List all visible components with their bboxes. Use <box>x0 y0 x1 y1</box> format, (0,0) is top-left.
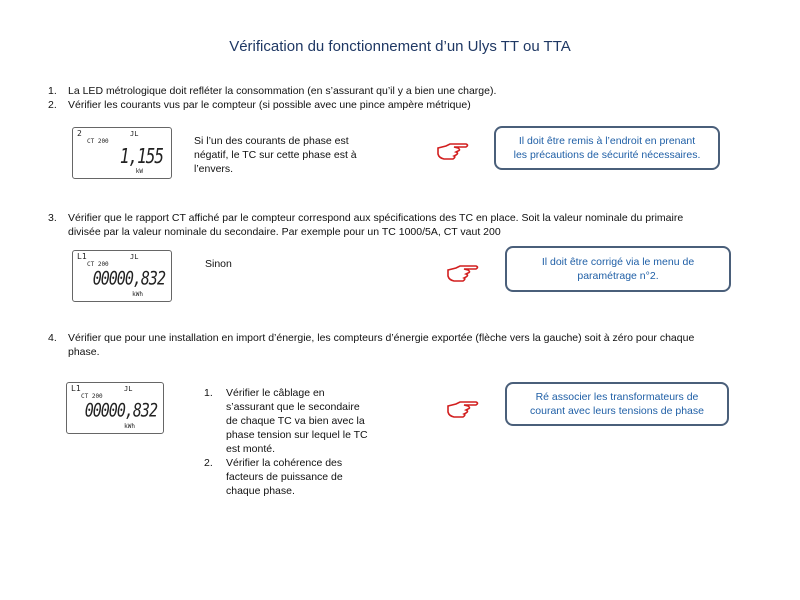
section2-desc-line1: Si l’un des courants de phase est <box>194 135 349 147</box>
item-2-number: 2. <box>48 99 57 111</box>
pulse-icon: JL <box>124 385 133 393</box>
item-3-text-line2: divisée par la valeur nominale du secondaire. Par exemple pour un TC 1000/5A, CT vaut 200 <box>68 226 501 238</box>
step-2-number: 2. <box>204 457 213 469</box>
step-2-line: chaque phase. <box>226 485 295 497</box>
ct-ratio-label: CT 200 <box>87 138 109 145</box>
section2-desc-line3: l’envers. <box>194 163 234 175</box>
item-2-text: Vérifier les courants vus par le compteur (si possible avec une pince ampère métrique) <box>68 99 471 111</box>
step-1 <box>204 386 404 456</box>
meter-display-kwh <box>72 250 172 302</box>
section2-desc-line2: négatif, le TC sur cette phase est à <box>194 149 357 161</box>
item-1 <box>48 84 496 98</box>
item-3 <box>48 211 768 239</box>
section4-steps <box>204 386 404 498</box>
pulse-icon: JL <box>130 253 139 261</box>
page-title: Vérification du fonctionnement d’un Ulys TT ou TTA <box>229 38 571 55</box>
meter-value: 1,155 <box>119 144 163 168</box>
action-box-line2: paramétrage n°2. <box>577 270 659 282</box>
step-1-line: s’assurant que le secondaire <box>226 401 360 413</box>
meter-value: 00000,832 <box>92 267 165 290</box>
meter-display-export-kwh <box>66 382 164 434</box>
phase-label: L1 <box>71 384 81 393</box>
item-1-text: La LED métrologique doit refléter la consommation (en s’assurant qu’il y a bien une charge). <box>68 85 497 97</box>
item-4-text-line1: Vérifier que pour une installation en import d’énergie, les compteurs d’énergie exportée (flèche vers la gauche) soit à zéro pour chaque <box>68 332 695 344</box>
phase-label: L1 <box>77 252 87 261</box>
ct-ratio-label: CT 200 <box>87 261 109 268</box>
meter-display-kw <box>72 127 172 179</box>
pointing-hand-icon <box>436 140 470 162</box>
item-4-number: 4. <box>48 332 57 344</box>
action-box-reverse-ct <box>494 126 720 170</box>
step-1-line: de chaque TC va bien avec la <box>226 415 365 427</box>
step-1-line: Vérifier le câblage en <box>226 387 325 399</box>
item-4-text-line2: phase. <box>68 346 100 358</box>
step-2 <box>204 456 404 498</box>
item-4 <box>48 331 768 359</box>
rotation-phase-indicator: 2 <box>77 129 82 138</box>
action-box-line1: Il doit être corrigé via le menu de <box>541 256 695 268</box>
pointing-hand-icon <box>446 262 480 284</box>
meter-unit: kW <box>135 168 143 175</box>
meter-unit: kWh <box>124 423 135 430</box>
step-2-line: facteurs de puissance de <box>226 471 343 483</box>
item-1-number: 1. <box>48 85 57 97</box>
step-1-line: est monté. <box>226 443 276 455</box>
meter-unit: kWh <box>132 291 143 298</box>
step-1-number: 1. <box>204 387 213 399</box>
pulse-icon: JL <box>130 130 139 138</box>
item-3-text-line1: Vérifier que le rapport CT affiché par le compteur correspond aux spécifications des TC en place. Soit la valeur nominale du primaire <box>68 212 684 224</box>
action-box-line1: Ré associer les transformateurs de <box>535 391 699 403</box>
step-1-line: phase tension sur lequel le TC <box>226 429 368 441</box>
meter-value: 00000,832 <box>84 399 157 422</box>
action-box-reassociate <box>505 382 729 426</box>
section3-description: Sinon <box>205 258 232 270</box>
action-box-menu-correction <box>505 246 731 292</box>
pointing-hand-icon <box>446 398 480 420</box>
action-box-line1: Il doit être remis à l’endroit en prenant <box>518 135 696 147</box>
ct-ratio-label: CT 200 <box>81 393 103 400</box>
item-3-number: 3. <box>48 212 57 224</box>
section2-description <box>194 134 357 176</box>
item-2 <box>48 98 471 112</box>
action-box-line2: les précautions de sécurité nécessaires. <box>513 149 701 161</box>
step-2-line: Vérifier la cohérence des <box>226 457 343 469</box>
action-box-line2: courant avec leurs tensions de phase <box>530 405 704 417</box>
